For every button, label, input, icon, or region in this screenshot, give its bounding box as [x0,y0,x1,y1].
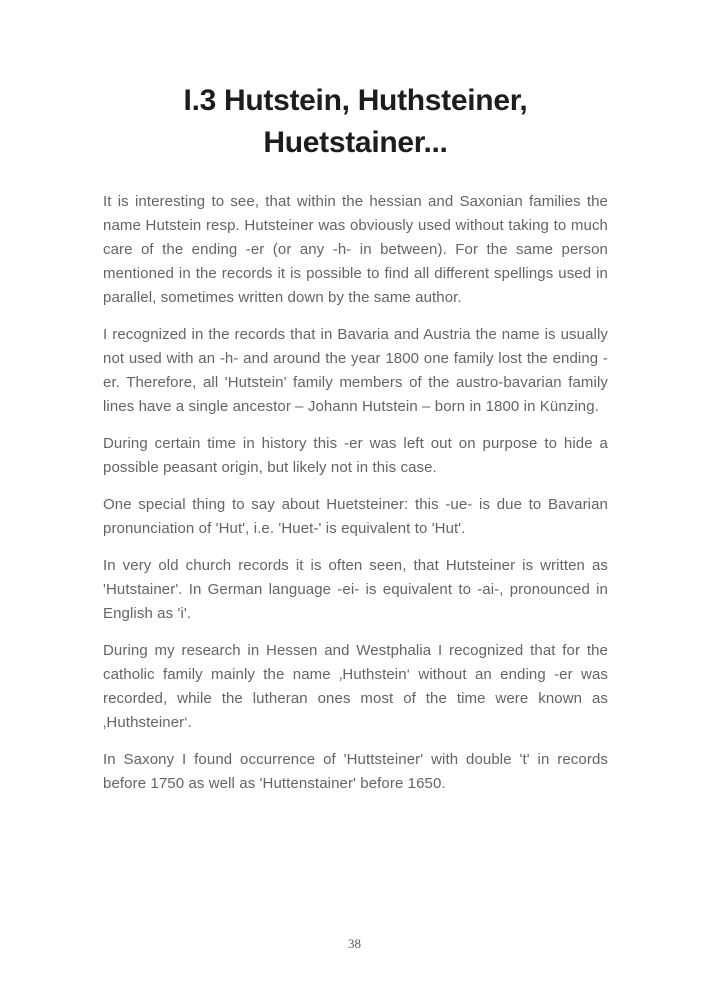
paragraph: During certain time in history this -er was left out on purpose to hide a possible peasant origin, but likely not in this case. [103,435,608,476]
paragraph: It is interesting to see, that within the hessian and Saxonian families the name Hutstein resp. Hutsteiner was obviously used without taking to much care of the ending -er (or any -h- in between). For the same person mentioned in the records it is possible to find all different spellings used in parallel, sometimes written down by the same author. [103,193,608,306]
paragraph: One special thing to say about Huetsteiner: this -ue- is due to Bavarian pronunciation of 'Hut', i.e. 'Huet-' is equivalent to 'Hut'. [103,496,608,537]
paragraph: During my research in Hessen and Westphalia I recognized that for the catholic family mainly the name ‚Huthstein‘ without an ending -er was recorded, while the lutheran ones most of the time were known as ‚Huthsteiner‘. [103,642,608,731]
page-content [103,80,608,809]
paragraph: In very old church records it is often seen, that Hutsteiner is written as 'Hutstainer'. In German language -ei- is equivalent to -ai-, pronounced in English as 'i'. [103,557,608,622]
page-title-line-2: Huetstainer... [263,126,448,159]
paragraph: I recognized in the records that in Bavaria and Austria the name is usually not used with an -h- and around the year 1800 one family lost the ending -er. Therefore, all 'Hutstein' family members of the austro-bavarian family lines have a single ancestor – Johann Hutstein – born in 1800 in Künzing. [103,326,608,415]
page-title-line-1: I.3 Hutstein, Huthsteiner, [183,84,528,117]
page-title [103,80,608,164]
body-text [103,190,608,796]
page-number: 38 [348,936,361,951]
paragraph: In Saxony I found occurrence of 'Huttsteiner' with double 't' in records before 1750 as well as 'Huttenstainer' before 1650. [103,751,608,792]
